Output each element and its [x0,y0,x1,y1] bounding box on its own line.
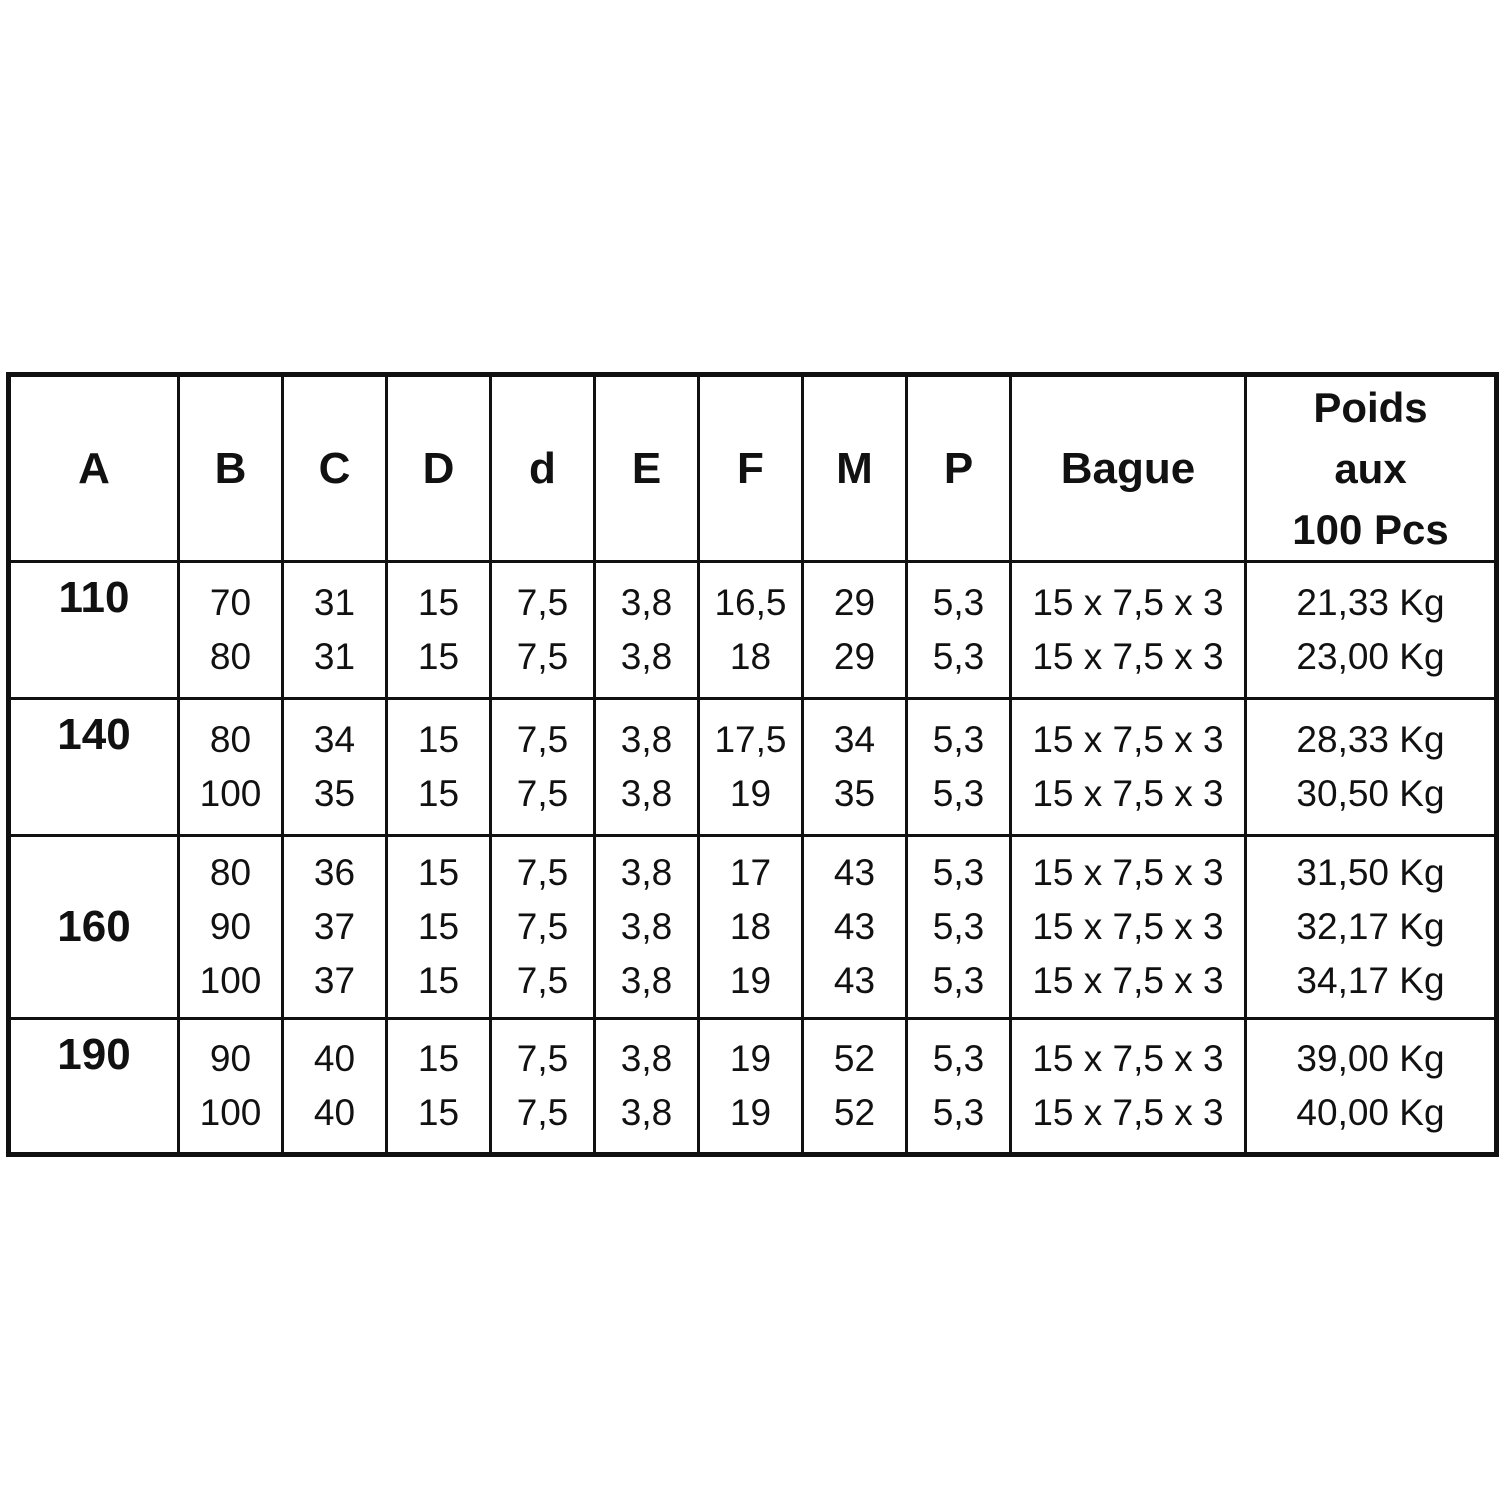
cell-f [699,699,803,836]
cell-a: 140 [9,699,179,836]
cell-value: 100 [199,773,262,814]
cell-a: 160 [9,836,179,1019]
cell-value: 15 x 7,5 x 3 [1032,906,1224,947]
cell-p [907,699,1011,836]
cell-value: 7,5 [516,719,569,760]
cell-d-upper [387,1019,491,1155]
cell-a: 190 [9,1019,179,1155]
cell-e [595,699,699,836]
cell-value: 15 x 7,5 x 3 [1032,636,1224,677]
cell-value: 16,5 [714,582,787,623]
cell-value: 70 [209,582,252,623]
cell-value: 40,00 Kg [1296,1092,1445,1133]
cell-f [699,1019,803,1155]
cell-value: 5,3 [932,719,985,760]
cell-value: 100 [199,960,262,1001]
spec-table [6,372,1499,1157]
cell-e [595,1019,699,1155]
cell-e [595,836,699,1019]
cell-value: 90 [209,906,252,947]
cell-d-lower [491,836,595,1019]
cell-value: 15 [417,582,460,623]
cell-value: 15 x 7,5 x 3 [1032,582,1224,623]
cell-bague [1011,836,1246,1019]
cell-bague [1011,562,1246,699]
cell-value: 15 [417,906,460,947]
cell-value: 43 [833,852,876,893]
cell-m [803,562,907,699]
cell-value: 40 [313,1092,356,1133]
header-m: M [803,375,907,562]
cell-value: 15 x 7,5 x 3 [1032,773,1224,814]
cell-m [803,836,907,1019]
cell-value: 19 [729,960,772,1001]
table-row [9,836,1497,1019]
cell-a: 110 [9,562,179,699]
header-row [9,375,1497,562]
cell-value: 15 [417,636,460,677]
cell-value: 15 [417,1038,460,1079]
header-poids [1246,375,1497,562]
cell-value: 52 [833,1092,876,1133]
cell-value: 17 [729,852,772,893]
cell-value: 15 [417,773,460,814]
cell-c [283,1019,387,1155]
header-d-upper: D [387,375,491,562]
header-poids-line: 100 Pcs [1292,506,1449,553]
cell-value: 80 [209,852,252,893]
cell-value: 32,17 Kg [1296,906,1445,947]
header-e: E [595,375,699,562]
cell-m [803,1019,907,1155]
header-poids-line: Poids [1313,384,1428,431]
cell-c [283,699,387,836]
cell-d-lower [491,1019,595,1155]
cell-value: 18 [729,906,772,947]
cell-value: 52 [833,1038,876,1079]
cell-d-upper [387,836,491,1019]
cell-value: 5,3 [932,582,985,623]
cell-c [283,836,387,1019]
cell-value: 29 [833,636,876,677]
cell-value: 36 [313,852,356,893]
table-row [9,1019,1497,1155]
cell-f [699,836,803,1019]
cell-value: 3,8 [620,773,673,814]
header-a: A [9,375,179,562]
cell-e [595,562,699,699]
cell-value: 7,5 [516,636,569,677]
cell-value: 19 [729,1038,772,1079]
cell-value: 5,3 [932,852,985,893]
cell-poids [1246,562,1497,699]
header-d-lower: d [491,375,595,562]
cell-value: 34,17 Kg [1296,960,1445,1001]
cell-value: 31 [313,636,356,677]
cell-value: 7,5 [516,1038,569,1079]
cell-d-lower [491,699,595,836]
cell-bague [1011,1019,1246,1155]
cell-poids [1246,699,1497,836]
cell-b [179,699,283,836]
cell-value: 3,8 [620,636,673,677]
cell-value: 5,3 [932,960,985,1001]
cell-value: 15 x 7,5 x 3 [1032,719,1224,760]
cell-value: 3,8 [620,1092,673,1133]
cell-value: 15 [417,960,460,1001]
cell-c [283,562,387,699]
cell-value: 15 [417,1092,460,1133]
cell-value: 43 [833,906,876,947]
cell-b [179,836,283,1019]
cell-value: 3,8 [620,1038,673,1079]
cell-value: 31 [313,582,356,623]
cell-value: 5,3 [932,906,985,947]
cell-value: 5,3 [932,773,985,814]
cell-value: 34 [313,719,356,760]
cell-value: 90 [209,1038,252,1079]
cell-value: 35 [313,773,356,814]
cell-value: 17,5 [714,719,787,760]
header-b: B [179,375,283,562]
cell-value: 35 [833,773,876,814]
cell-value: 7,5 [516,960,569,1001]
cell-value: 5,3 [932,1092,985,1133]
cell-value: 15 [417,852,460,893]
cell-d-lower [491,562,595,699]
cell-value: 37 [313,906,356,947]
table-row [9,562,1497,699]
cell-value: 7,5 [516,906,569,947]
cell-value: 5,3 [932,1038,985,1079]
cell-value: 43 [833,960,876,1001]
cell-value: 31,50 Kg [1296,852,1445,893]
cell-value: 15 [417,719,460,760]
cell-d-upper [387,562,491,699]
cell-bague [1011,699,1246,836]
cell-f [699,562,803,699]
cell-value: 15 x 7,5 x 3 [1032,1092,1224,1133]
cell-poids [1246,1019,1497,1155]
cell-value: 19 [729,773,772,814]
cell-value: 3,8 [620,960,673,1001]
cell-value: 21,33 Kg [1296,582,1445,623]
cell-value: 3,8 [620,906,673,947]
cell-p [907,562,1011,699]
cell-value: 7,5 [516,852,569,893]
cell-value: 80 [209,719,252,760]
cell-b [179,562,283,699]
cell-value: 7,5 [516,582,569,623]
header-p: P [907,375,1011,562]
cell-value: 18 [729,636,772,677]
cell-p [907,836,1011,1019]
cell-d-upper [387,699,491,836]
cell-value: 15 x 7,5 x 3 [1032,960,1224,1001]
cell-value: 5,3 [932,636,985,677]
cell-value: 100 [199,1092,262,1133]
cell-value: 34 [833,719,876,760]
cell-value: 29 [833,582,876,623]
cell-value: 80 [209,636,252,677]
cell-value: 3,8 [620,852,673,893]
cell-value: 40 [313,1038,356,1079]
header-f: F [699,375,803,562]
table-row [9,699,1497,836]
cell-b [179,1019,283,1155]
cell-value: 39,00 Kg [1296,1038,1445,1079]
cell-poids [1246,836,1497,1019]
cell-value: 7,5 [516,1092,569,1133]
cell-value: 30,50 Kg [1296,773,1445,814]
cell-value: 3,8 [620,719,673,760]
header-poids-line: aux [1334,445,1407,492]
cell-value: 15 x 7,5 x 3 [1032,1038,1224,1079]
cell-p [907,1019,1011,1155]
cell-value: 37 [313,960,356,1001]
cell-value: 19 [729,1092,772,1133]
cell-value: 23,00 Kg [1296,636,1445,677]
cell-m [803,699,907,836]
cell-value: 7,5 [516,773,569,814]
cell-value: 28,33 Kg [1296,719,1445,760]
header-bague: Bague [1011,375,1246,562]
cell-value: 15 x 7,5 x 3 [1032,852,1224,893]
header-c: C [283,375,387,562]
cell-value: 3,8 [620,582,673,623]
